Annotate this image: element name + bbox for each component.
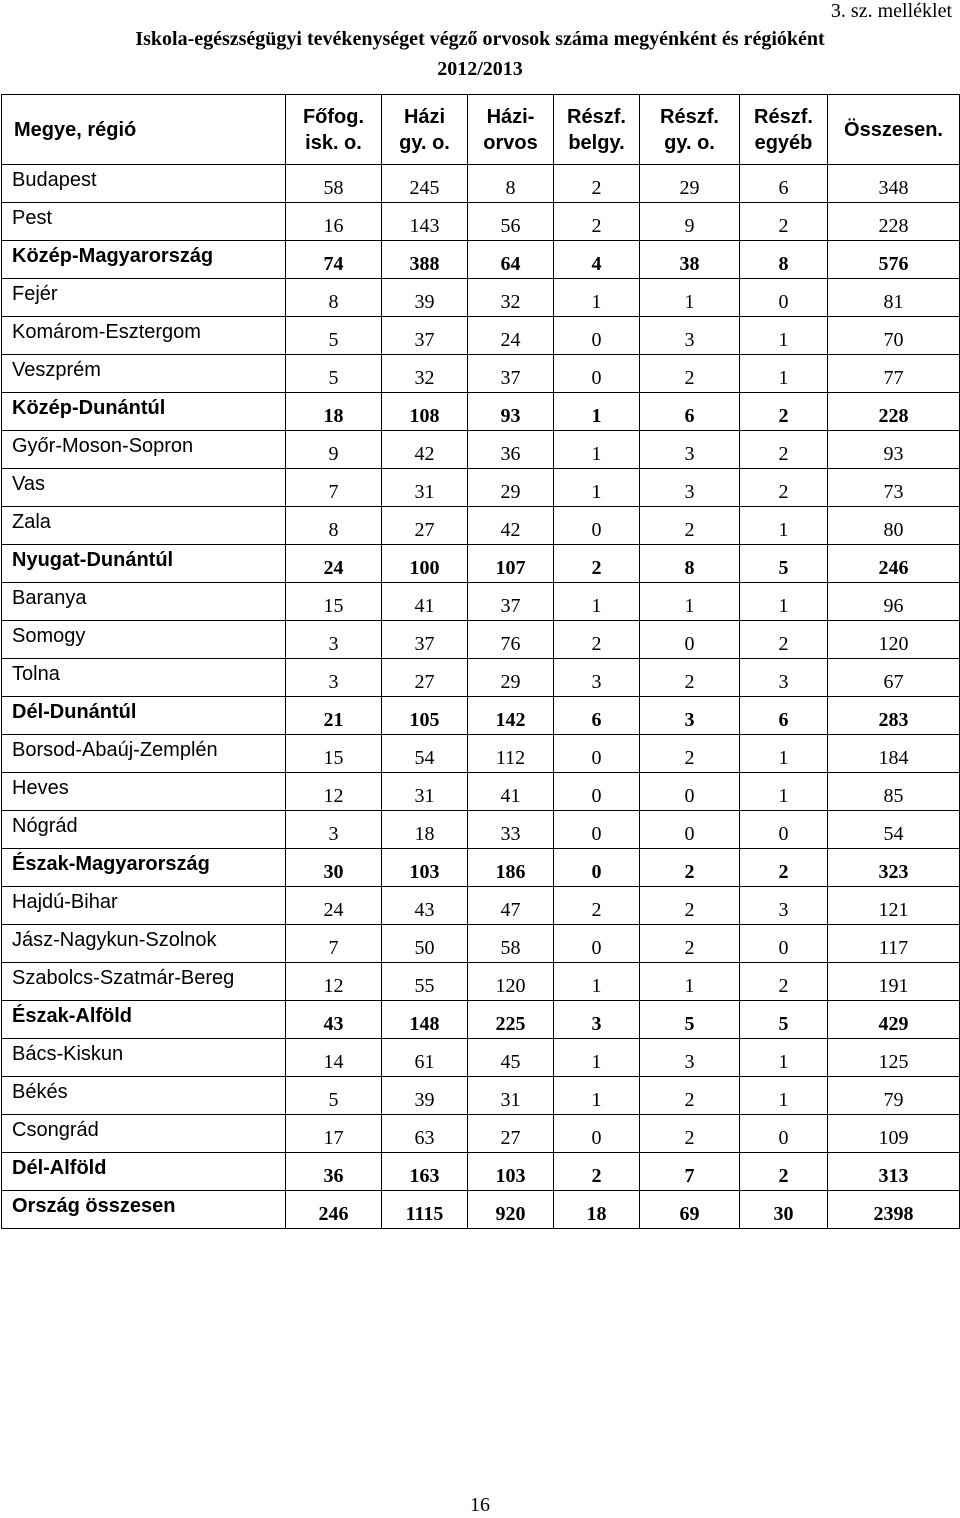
table-row <box>2 165 960 203</box>
value-cell: 43 <box>286 1001 382 1039</box>
value-cell: 0 <box>554 735 640 773</box>
value-cell: 2 <box>740 849 828 887</box>
region-name-cell: Hajdú-Bihar <box>2 887 286 925</box>
value-cell: 96 <box>828 583 960 621</box>
value-cell: 32 <box>468 279 554 317</box>
value-cell: 41 <box>468 773 554 811</box>
value-cell: 1 <box>740 317 828 355</box>
value-cell: 2 <box>640 735 740 773</box>
value-cell: 1 <box>740 1077 828 1115</box>
region-name-cell: Jász-Nagykun-Szolnok <box>2 925 286 963</box>
value-cell: 184 <box>828 735 960 773</box>
region-name-cell: Tolna <box>2 659 286 697</box>
value-cell: 323 <box>828 849 960 887</box>
value-cell: 2 <box>554 165 640 203</box>
value-cell: 58 <box>468 925 554 963</box>
table-row <box>2 773 960 811</box>
value-cell: 8 <box>640 545 740 583</box>
region-name-cell: Bács-Kiskun <box>2 1039 286 1077</box>
value-cell: 0 <box>554 925 640 963</box>
value-cell: 47 <box>468 887 554 925</box>
table-row <box>2 1153 960 1191</box>
value-cell: 1 <box>554 583 640 621</box>
value-cell: 36 <box>468 431 554 469</box>
region-name-cell: Békés <box>2 1077 286 1115</box>
table-row <box>2 241 960 279</box>
value-cell: 2 <box>640 887 740 925</box>
value-cell: 1 <box>740 583 828 621</box>
value-cell: 1 <box>740 507 828 545</box>
table-row <box>2 317 960 355</box>
value-cell: 225 <box>468 1001 554 1039</box>
value-cell: 0 <box>640 621 740 659</box>
region-name-cell: Fejér <box>2 279 286 317</box>
value-cell: 27 <box>468 1115 554 1153</box>
value-cell: 105 <box>382 697 468 735</box>
value-cell: 73 <box>828 469 960 507</box>
value-cell: 1 <box>740 1039 828 1077</box>
value-cell: 12 <box>286 773 382 811</box>
value-cell: 245 <box>382 165 468 203</box>
value-cell: 85 <box>828 773 960 811</box>
value-cell: 125 <box>828 1039 960 1077</box>
value-cell: 81 <box>828 279 960 317</box>
table-row <box>2 203 960 241</box>
region-name-cell: Zala <box>2 507 286 545</box>
value-cell: 8 <box>286 507 382 545</box>
value-cell: 8 <box>740 241 828 279</box>
region-name-cell: Dél-Alföld <box>2 1153 286 1191</box>
value-cell: 2 <box>740 431 828 469</box>
value-cell: 50 <box>382 925 468 963</box>
value-cell: 0 <box>554 1115 640 1153</box>
value-cell: 120 <box>468 963 554 1001</box>
value-cell: 79 <box>828 1077 960 1115</box>
value-cell: 4 <box>554 241 640 279</box>
table-header-row <box>2 95 960 165</box>
value-cell: 31 <box>468 1077 554 1115</box>
value-cell: 14 <box>286 1039 382 1077</box>
value-cell: 93 <box>828 431 960 469</box>
value-cell: 0 <box>554 811 640 849</box>
value-cell: 107 <box>468 545 554 583</box>
region-name-cell: Budapest <box>2 165 286 203</box>
header-column-4: Részf. belgy. <box>554 95 640 165</box>
value-cell: 0 <box>554 355 640 393</box>
value-cell: 18 <box>286 393 382 431</box>
value-cell: 1 <box>640 583 740 621</box>
table-row <box>2 545 960 583</box>
value-cell: 16 <box>286 203 382 241</box>
value-cell: 0 <box>554 507 640 545</box>
value-cell: 18 <box>382 811 468 849</box>
header-column-5: Részf. gy. o. <box>640 95 740 165</box>
value-cell: 77 <box>828 355 960 393</box>
value-cell: 0 <box>740 925 828 963</box>
region-name-cell: Borsod-Abaúj-Zemplén <box>2 735 286 773</box>
value-cell: 6 <box>554 697 640 735</box>
value-cell: 0 <box>554 773 640 811</box>
value-cell: 0 <box>554 849 640 887</box>
value-cell: 2 <box>640 1115 740 1153</box>
value-cell: 283 <box>828 697 960 735</box>
table-row <box>2 659 960 697</box>
value-cell: 1 <box>640 963 740 1001</box>
value-cell: 3 <box>740 659 828 697</box>
value-cell: 313 <box>828 1153 960 1191</box>
value-cell: 37 <box>382 621 468 659</box>
table-row <box>2 1001 960 1039</box>
table-row <box>2 925 960 963</box>
value-cell: 2 <box>640 507 740 545</box>
header-column-2: Házi gy. o. <box>382 95 468 165</box>
value-cell: 80 <box>828 507 960 545</box>
page-number: 16 <box>470 1494 490 1516</box>
region-name-cell: Csongrád <box>2 1115 286 1153</box>
value-cell: 3 <box>286 659 382 697</box>
value-cell: 39 <box>382 1077 468 1115</box>
value-cell: 3 <box>740 887 828 925</box>
physicians-by-county-table <box>1 94 960 1229</box>
value-cell: 2 <box>740 1153 828 1191</box>
value-cell: 2 <box>740 469 828 507</box>
value-cell: 24 <box>468 317 554 355</box>
region-name-cell: Közép-Magyarország <box>2 241 286 279</box>
table-row <box>2 583 960 621</box>
value-cell: 39 <box>382 279 468 317</box>
value-cell: 429 <box>828 1001 960 1039</box>
table-row <box>2 621 960 659</box>
header-column-7: Összesen. <box>828 95 960 165</box>
value-cell: 42 <box>468 507 554 545</box>
table-row <box>2 279 960 317</box>
value-cell: 186 <box>468 849 554 887</box>
value-cell: 76 <box>468 621 554 659</box>
value-cell: 0 <box>740 1115 828 1153</box>
value-cell: 3 <box>554 1001 640 1039</box>
value-cell: 142 <box>468 697 554 735</box>
value-cell: 7 <box>640 1153 740 1191</box>
value-cell: 0 <box>740 279 828 317</box>
value-cell: 64 <box>468 241 554 279</box>
value-cell: 29 <box>468 469 554 507</box>
header-region: Megye, régió <box>2 95 286 165</box>
region-name-cell: Heves <box>2 773 286 811</box>
region-name-cell: Ország összesen <box>2 1191 286 1229</box>
value-cell: 0 <box>640 773 740 811</box>
value-cell: 15 <box>286 735 382 773</box>
value-cell: 9 <box>286 431 382 469</box>
table-row <box>2 507 960 545</box>
value-cell: 36 <box>286 1153 382 1191</box>
table-row <box>2 431 960 469</box>
value-cell: 920 <box>468 1191 554 1229</box>
value-cell: 2 <box>640 355 740 393</box>
value-cell: 5 <box>740 545 828 583</box>
value-cell: 12 <box>286 963 382 1001</box>
value-cell: 56 <box>468 203 554 241</box>
value-cell: 7 <box>286 469 382 507</box>
value-cell: 1 <box>640 279 740 317</box>
value-cell: 0 <box>554 317 640 355</box>
value-cell: 24 <box>286 887 382 925</box>
region-name-cell: Veszprém <box>2 355 286 393</box>
table-row <box>2 963 960 1001</box>
value-cell: 15 <box>286 583 382 621</box>
value-cell: 74 <box>286 241 382 279</box>
value-cell: 2 <box>554 621 640 659</box>
region-name-cell: Észak-Alföld <box>2 1001 286 1039</box>
value-cell: 37 <box>468 355 554 393</box>
document-title: Iskola-egészségügyi tevékenységet végző orvosok száma megyénként és régióként <box>135 28 825 50</box>
value-cell: 228 <box>828 393 960 431</box>
value-cell: 2 <box>740 393 828 431</box>
value-cell: 1 <box>554 963 640 1001</box>
value-cell: 5 <box>286 317 382 355</box>
value-cell: 41 <box>382 583 468 621</box>
table-row <box>2 1039 960 1077</box>
value-cell: 3 <box>640 1039 740 1077</box>
table-row <box>2 849 960 887</box>
value-cell: 6 <box>740 165 828 203</box>
value-cell: 18 <box>554 1191 640 1229</box>
value-cell: 70 <box>828 317 960 355</box>
value-cell: 2 <box>554 203 640 241</box>
value-cell: 348 <box>828 165 960 203</box>
value-cell: 2 <box>740 621 828 659</box>
value-cell: 63 <box>382 1115 468 1153</box>
table-row <box>2 735 960 773</box>
table-row <box>2 697 960 735</box>
value-cell: 2398 <box>828 1191 960 1229</box>
value-cell: 29 <box>468 659 554 697</box>
value-cell: 3 <box>554 659 640 697</box>
value-cell: 55 <box>382 963 468 1001</box>
value-cell: 2 <box>554 545 640 583</box>
region-name-cell: Szabolcs-Szatmár-Bereg <box>2 963 286 1001</box>
value-cell: 163 <box>382 1153 468 1191</box>
value-cell: 17 <box>286 1115 382 1153</box>
value-cell: 228 <box>828 203 960 241</box>
table-row <box>2 887 960 925</box>
value-cell: 100 <box>382 545 468 583</box>
value-cell: 3 <box>286 621 382 659</box>
table-row <box>2 355 960 393</box>
value-cell: 1 <box>740 735 828 773</box>
value-cell: 32 <box>382 355 468 393</box>
table-body <box>2 165 960 1229</box>
value-cell: 103 <box>382 849 468 887</box>
table-row <box>2 1077 960 1115</box>
value-cell: 109 <box>828 1115 960 1153</box>
value-cell: 21 <box>286 697 382 735</box>
value-cell: 37 <box>382 317 468 355</box>
value-cell: 1 <box>740 355 828 393</box>
value-cell: 2 <box>640 1077 740 1115</box>
header-column-3: Házi- orvos <box>468 95 554 165</box>
table-row <box>2 1191 960 1229</box>
value-cell: 45 <box>468 1039 554 1077</box>
header-column-1: Főfog. isk. o. <box>286 95 382 165</box>
value-cell: 29 <box>640 165 740 203</box>
value-cell: 112 <box>468 735 554 773</box>
value-cell: 1 <box>554 1077 640 1115</box>
value-cell: 30 <box>740 1191 828 1229</box>
value-cell: 5 <box>640 1001 740 1039</box>
annex-label: 3. sz. melléklet <box>830 0 952 22</box>
value-cell: 31 <box>382 469 468 507</box>
value-cell: 9 <box>640 203 740 241</box>
table-row <box>2 1115 960 1153</box>
value-cell: 6 <box>640 393 740 431</box>
value-cell: 1 <box>554 393 640 431</box>
value-cell: 2 <box>740 203 828 241</box>
value-cell: 1115 <box>382 1191 468 1229</box>
value-cell: 27 <box>382 507 468 545</box>
value-cell: 54 <box>828 811 960 849</box>
value-cell: 8 <box>468 165 554 203</box>
value-cell: 5 <box>286 355 382 393</box>
value-cell: 1 <box>554 1039 640 1077</box>
value-cell: 42 <box>382 431 468 469</box>
region-name-cell: Dél-Dunántúl <box>2 697 286 735</box>
value-cell: 388 <box>382 241 468 279</box>
value-cell: 54 <box>382 735 468 773</box>
document-subtitle-year: 2012/2013 <box>437 58 523 80</box>
value-cell: 108 <box>382 393 468 431</box>
value-cell: 3 <box>286 811 382 849</box>
value-cell: 30 <box>286 849 382 887</box>
value-cell: 1 <box>554 469 640 507</box>
value-cell: 3 <box>640 317 740 355</box>
value-cell: 246 <box>286 1191 382 1229</box>
value-cell: 31 <box>382 773 468 811</box>
value-cell: 191 <box>828 963 960 1001</box>
region-name-cell: Közép-Dunántúl <box>2 393 286 431</box>
value-cell: 43 <box>382 887 468 925</box>
value-cell: 148 <box>382 1001 468 1039</box>
value-cell: 1 <box>740 773 828 811</box>
value-cell: 121 <box>828 887 960 925</box>
value-cell: 33 <box>468 811 554 849</box>
header-column-6: Részf. egyéb <box>740 95 828 165</box>
value-cell: 576 <box>828 241 960 279</box>
value-cell: 120 <box>828 621 960 659</box>
value-cell: 8 <box>286 279 382 317</box>
value-cell: 2 <box>640 925 740 963</box>
value-cell: 1 <box>554 431 640 469</box>
region-name-cell: Észak-Magyarország <box>2 849 286 887</box>
region-name-cell: Nyugat-Dunántúl <box>2 545 286 583</box>
table-row <box>2 393 960 431</box>
table-row <box>2 811 960 849</box>
region-name-cell: Nógrád <box>2 811 286 849</box>
value-cell: 2 <box>740 963 828 1001</box>
value-cell: 2 <box>640 659 740 697</box>
value-cell: 3 <box>640 469 740 507</box>
value-cell: 5 <box>286 1077 382 1115</box>
value-cell: 38 <box>640 241 740 279</box>
value-cell: 2 <box>554 1153 640 1191</box>
value-cell: 58 <box>286 165 382 203</box>
value-cell: 3 <box>640 431 740 469</box>
value-cell: 27 <box>382 659 468 697</box>
value-cell: 67 <box>828 659 960 697</box>
value-cell: 6 <box>740 697 828 735</box>
value-cell: 103 <box>468 1153 554 1191</box>
region-name-cell: Baranya <box>2 583 286 621</box>
region-name-cell: Vas <box>2 469 286 507</box>
value-cell: 143 <box>382 203 468 241</box>
table-row <box>2 469 960 507</box>
value-cell: 0 <box>740 811 828 849</box>
value-cell: 2 <box>554 887 640 925</box>
value-cell: 93 <box>468 393 554 431</box>
value-cell: 5 <box>740 1001 828 1039</box>
value-cell: 1 <box>554 279 640 317</box>
value-cell: 37 <box>468 583 554 621</box>
value-cell: 246 <box>828 545 960 583</box>
value-cell: 7 <box>286 925 382 963</box>
value-cell: 117 <box>828 925 960 963</box>
value-cell: 69 <box>640 1191 740 1229</box>
value-cell: 24 <box>286 545 382 583</box>
region-name-cell: Győr-Moson-Sopron <box>2 431 286 469</box>
region-name-cell: Somogy <box>2 621 286 659</box>
region-name-cell: Komárom-Esztergom <box>2 317 286 355</box>
value-cell: 2 <box>640 849 740 887</box>
value-cell: 0 <box>640 811 740 849</box>
value-cell: 61 <box>382 1039 468 1077</box>
region-name-cell: Pest <box>2 203 286 241</box>
value-cell: 3 <box>640 697 740 735</box>
